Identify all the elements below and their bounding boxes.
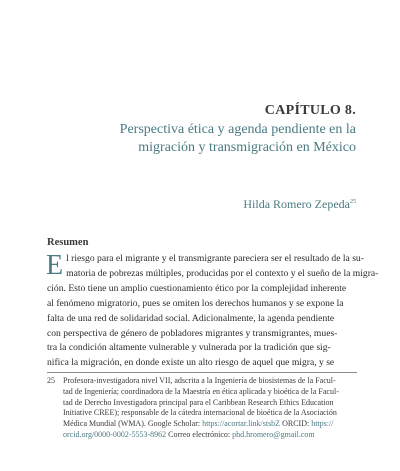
- footnote-line-4: Initiative CREE); responsable de la cátedra internacional de bioética de la Asociación: [63, 408, 337, 418]
- abstract-line-4: al fenómeno migratorio, pues se omiten los derechos humanos y se expone la: [47, 297, 344, 309]
- abstract-body: [46, 250, 379, 371]
- footnote-line-6: [63, 430, 339, 441]
- chapter-title-line-2: migración y transmigración en México: [138, 140, 356, 155]
- footnote-line-1: Profesora-investigadora nivel VII, adscrita a la Ingeniería de biosistemas de la Facul-: [63, 376, 336, 385]
- abstract-line-3: ción. Esto tiene un amplio cuestionamiento ético por la complejidad inherente: [47, 282, 347, 294]
- author-name: [0, 197, 356, 212]
- abstract-line-2: matoria de pobrezas múltiples, producidas por el contexto y el sueño de la migra-: [66, 267, 379, 279]
- footnote-line-5-text: Médica Mundial (WMA). Google Scholar:: [63, 419, 203, 429]
- footnote-divider: [47, 372, 357, 373]
- orcid-label: ORCID:: [280, 419, 312, 429]
- footnote-line-3: tad de Derecho Investigadora principal para el Caribbean Research Ethics Education: [63, 397, 334, 407]
- footnote-line-2: tad de Ingeniería; coordinadora de la Maestría en ética aplicada y bioética de la Facul-: [63, 386, 339, 396]
- abstract-line-6: con perspectiva de género de pobladores migrantes y transmigrantes, mues-: [47, 327, 338, 339]
- abstract-line-1: l riesgo para el migrante y el transmigrante pareciera ser el resultado de la su-: [66, 253, 364, 264]
- footnote-text: [63, 376, 339, 441]
- footnote-number: 25: [47, 376, 55, 385]
- drop-cap: E: [46, 250, 64, 281]
- chapter-title: [0, 121, 356, 157]
- orcid-link-start[interactable]: https://: [311, 419, 334, 429]
- abstract-line-7: tra la condición altamente vulnerable y vulnerada por la tradición que sig-: [47, 342, 331, 354]
- orcid-link-end[interactable]: orcid.org/0000-0002-5553-8962: [63, 429, 167, 439]
- abstract-heading: Resumen: [47, 237, 89, 248]
- chapter-title-line-1: Perspectiva ética y agenda pendiente en la: [119, 122, 356, 137]
- author-name-text: Hilda Romero Zepeda: [243, 197, 350, 211]
- author-footnote-ref[interactable]: 25: [350, 199, 356, 205]
- abstract-line-5: falta de una red de solidaridad social. Adicionalmente, la agenda pendiente: [47, 312, 335, 324]
- chapter-label: CAPÍTULO 8.: [264, 103, 356, 118]
- email-link[interactable]: phd.hromero@gmail.com: [232, 429, 315, 439]
- email-label: Correo electrónico:: [166, 429, 233, 439]
- footnote-line-5: [63, 419, 339, 430]
- abstract-line-8: nifica la migración, en donde existe un alto riesgo de aquel que migra, y se: [47, 357, 335, 369]
- scholar-link[interactable]: https://acortar.link/stsbZ: [202, 419, 281, 429]
